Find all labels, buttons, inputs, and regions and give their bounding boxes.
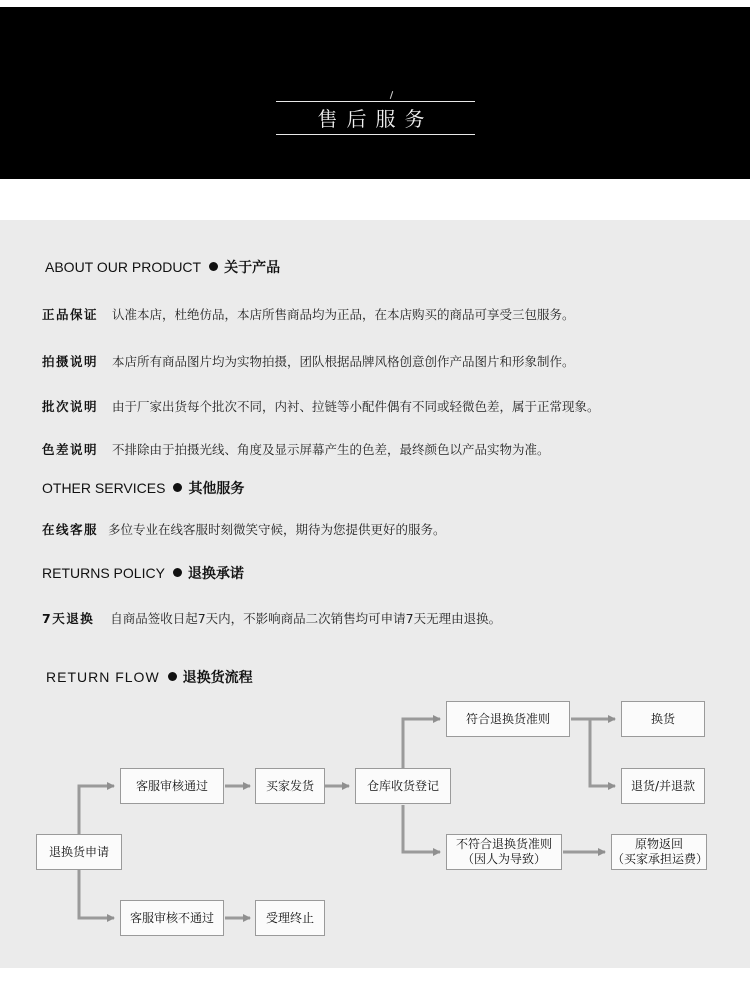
section-services-cn: 其他服务: [188, 481, 245, 497]
about-item-text: 本店所有商品图片均为实物拍摄，团队根据品牌风格创意创作产品图片和形象制作。: [112, 354, 575, 369]
flow-node-label: 换货: [650, 711, 675, 726]
flow-node-cs-pass: [120, 768, 224, 804]
flow-node-cs-fail: [120, 900, 224, 936]
flow-node-meets: [446, 701, 570, 737]
flow-node-label: 受理终止: [265, 910, 314, 925]
about-item-text: 认准本店，杜绝仿品，本店所售商品均为正品，在本店购买的商品可享受三包服务。: [112, 307, 575, 322]
flow-node-refund: [621, 768, 705, 804]
flow-node-label: 退货/并退款: [630, 778, 696, 793]
flow-node-return-original: [611, 834, 707, 870]
flow-node-label: 不符合退换货准则: [455, 837, 552, 851]
section-returns-en: RETURNS POLICY: [42, 565, 165, 581]
flow-node-label: 客服审核不通过: [129, 910, 214, 925]
flow-node-label: 原物返回: [634, 837, 683, 851]
arrow-warehouse-to-meets: [403, 719, 440, 768]
flow-node-sublabel: （买家承担运费）: [612, 852, 709, 866]
flow-node-label: 退换货申请: [48, 844, 109, 859]
flow-node-label: 符合退换货准则: [465, 711, 550, 726]
services-item-text: 多位专业在线客服时刻微笑守候，期待为您提供更好的服务。: [108, 522, 446, 537]
section-flow-cn: 退换货流程: [182, 670, 253, 686]
arrow-apply-to-pass: [79, 786, 114, 834]
flow-node-apply: [36, 834, 122, 870]
flow-node-sublabel: （因人为导致）: [461, 852, 546, 866]
arrow-meets-to-refund: [590, 719, 615, 786]
flow-node-label: 买家发货: [265, 778, 314, 793]
section-returns-cn: 退换承诺: [187, 566, 244, 582]
services-item-label: 在线客服: [42, 522, 99, 537]
section-about-en: ABOUT OUR PRODUCT: [45, 259, 202, 275]
returns-item-label: 7天退换: [42, 611, 95, 626]
flow-node-not-meets: [446, 834, 562, 870]
section-flow-en: RETURN FLOW: [46, 669, 160, 685]
about-item-text: 由于厂家出货每个批次不同，内衬、拉链等小配件偶有不同或轻微色差，属于正常现象。: [112, 399, 600, 414]
about-item-label: 批次说明: [42, 399, 99, 414]
flow-node-terminate: [255, 900, 325, 936]
flow-node-buyer-ship: [255, 768, 325, 804]
flow-node-exchange: [621, 701, 705, 737]
about-item-label: 色差说明: [42, 442, 99, 457]
banner-title: 售后服务: [317, 107, 434, 131]
section-about-cn: 关于产品: [224, 260, 281, 276]
flow-node-label: 仓库收货登记: [366, 778, 439, 793]
arrow-warehouse-to-notmeets: [403, 805, 440, 852]
about-item-label: 拍摄说明: [42, 354, 99, 369]
flow-node-warehouse: [355, 768, 451, 804]
returns-item-text: 自商品签收日起7天内，不影响商品二次销售均可申请7天无理由退换。: [110, 611, 502, 626]
about-item-label: 正品保证: [42, 307, 99, 322]
arrow-apply-to-fail: [79, 870, 114, 918]
flow-node-label: 客服审核通过: [135, 778, 208, 793]
about-item-text: 不排除由于拍摄光线、角度及显示屏幕产生的色差，最终颜色以产品实物为准。: [112, 442, 550, 457]
section-services-en: OTHER SERVICES: [42, 480, 166, 496]
